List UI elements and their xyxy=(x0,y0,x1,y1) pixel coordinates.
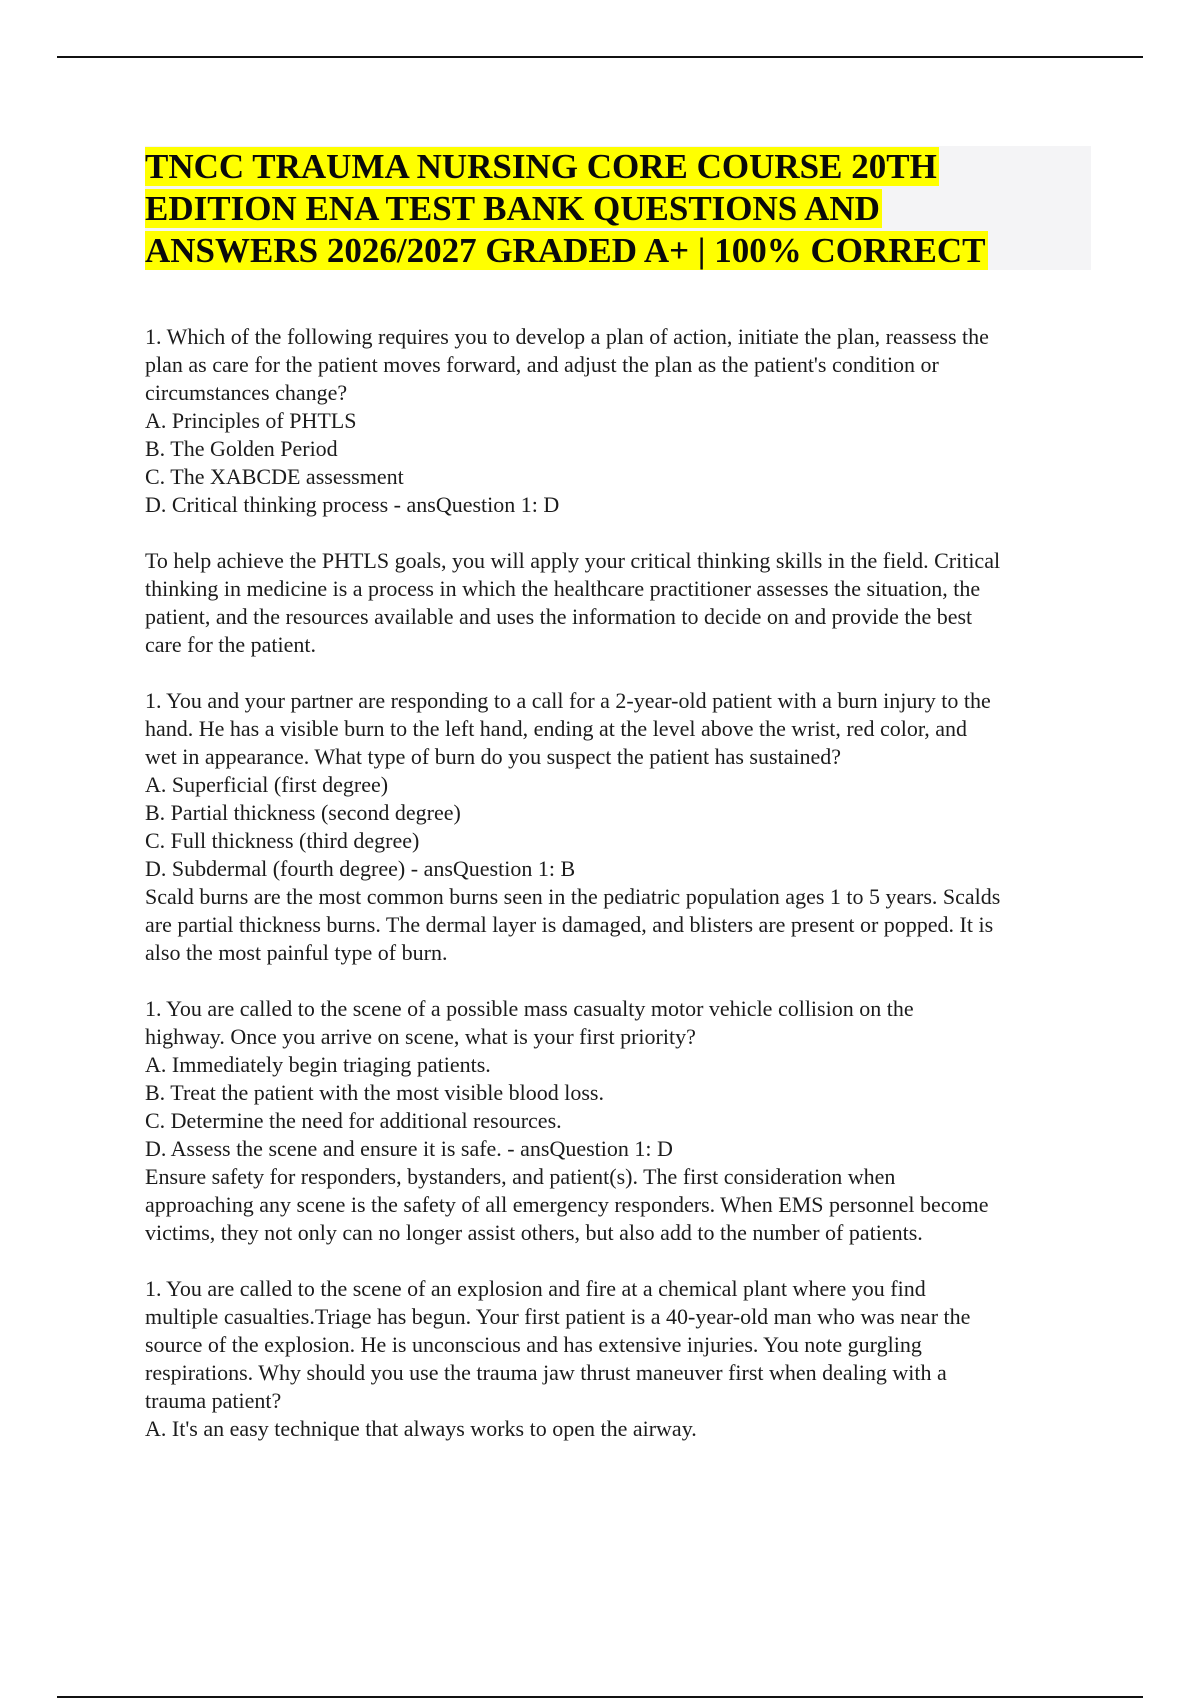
answer-option: A. Superficial (first degree) xyxy=(145,772,389,797)
document-body xyxy=(145,323,1090,1471)
answer-option: B. Treat the patient with the most visible blood loss. xyxy=(145,1080,604,1105)
document-title xyxy=(145,146,1091,270)
answer-option: D. Critical thinking process - ansQuestion 1: D xyxy=(145,492,560,517)
text-line: multiple casualties.Triage has begun. Your first patient is a 40-year-old man who was near the xyxy=(145,1304,971,1329)
text-line: thinking in medicine is a process in which the healthcare practitioner assesses the situation, the xyxy=(145,576,981,601)
text-line: wet in appearance. What type of burn do you suspect the patient has sustained? xyxy=(145,744,842,769)
top-rule xyxy=(57,56,1143,58)
text-line: care for the patient. xyxy=(145,632,317,657)
text-line: trauma patient? xyxy=(145,1388,282,1413)
text-line: patient, and the resources available and uses the information to decide on and provide the best xyxy=(145,604,973,629)
question-block xyxy=(145,687,1090,967)
title-line: TNCC TRAUMA NURSING CORE COURSE 20TH xyxy=(145,147,937,186)
text-line: also the most painful type of burn. xyxy=(145,940,448,965)
text-line: 1. Which of the following requires you to develop a plan of action, initiate the plan, reassess the xyxy=(145,324,989,349)
explanation-block xyxy=(145,547,1090,659)
answer-option: A. Immediately begin triaging patients. xyxy=(145,1052,491,1077)
question-block xyxy=(145,323,1090,519)
text-line: approaching any scene is the safety of all emergency responders. When EMS personnel become xyxy=(145,1192,989,1217)
answer-option: A. It's an easy technique that always works to open the airway. xyxy=(145,1416,697,1441)
text-line: respirations. Why should you use the trauma jaw thrust maneuver first when dealing with a xyxy=(145,1360,947,1385)
question-block xyxy=(145,995,1090,1247)
answer-option: B. The Golden Period xyxy=(145,436,338,461)
text-line: circumstances change? xyxy=(145,380,348,405)
text-line: Scald burns are the most common burns seen in the pediatric population ages 1 to 5 years. Scalds xyxy=(145,884,1001,909)
answer-option: D. Subdermal (fourth degree) - ansQuestion 1: B xyxy=(145,856,576,881)
text-line: plan as care for the patient moves forward, and adjust the plan as the patient's condition or xyxy=(145,352,939,377)
text-line: Ensure safety for responders, bystanders, and patient(s). The first consideration when xyxy=(145,1164,896,1189)
text-line: 1. You and your partner are responding to a call for a 2-year-old patient with a burn injury to the xyxy=(145,688,991,713)
text-line: hand. He has a visible burn to the left hand, ending at the level above the wrist, red color, and xyxy=(145,716,968,741)
answer-option: D. Assess the scene and ensure it is safe. - ansQuestion 1: D xyxy=(145,1136,673,1161)
answer-option: A. Principles of PHTLS xyxy=(145,408,357,433)
answer-option: C. Full thickness (third degree) xyxy=(145,828,420,853)
bottom-rule xyxy=(57,1696,1143,1698)
text-line: 1. You are called to the scene of a possible mass casualty motor vehicle collision on the xyxy=(145,996,914,1021)
answer-option: C. Determine the need for additional resources. xyxy=(145,1108,562,1133)
title-line: EDITION ENA TEST BANK QUESTIONS AND xyxy=(145,189,880,228)
text-line: are partial thickness burns. The dermal layer is damaged, and blisters are present or popped. It is xyxy=(145,912,994,937)
text-line: victims, they not only can no longer assist others, but also add to the number of patients. xyxy=(145,1220,923,1245)
text-line: To help achieve the PHTLS goals, you will apply your critical thinking skills in the field. Critical xyxy=(145,548,1001,573)
text-line: highway. Once you arrive on scene, what is your first priority? xyxy=(145,1024,696,1049)
text-line: 1. You are called to the scene of an explosion and fire at a chemical plant where you find xyxy=(145,1276,926,1301)
question-block xyxy=(145,1275,1090,1443)
title-line: ANSWERS 2026/2027 GRADED A+ | 100% CORRECT xyxy=(145,231,986,270)
answer-option: B. Partial thickness (second degree) xyxy=(145,800,461,825)
text-line: source of the explosion. He is unconscious and has extensive injuries. You note gurgling xyxy=(145,1332,922,1357)
answer-option: C. The XABCDE assessment xyxy=(145,464,404,489)
